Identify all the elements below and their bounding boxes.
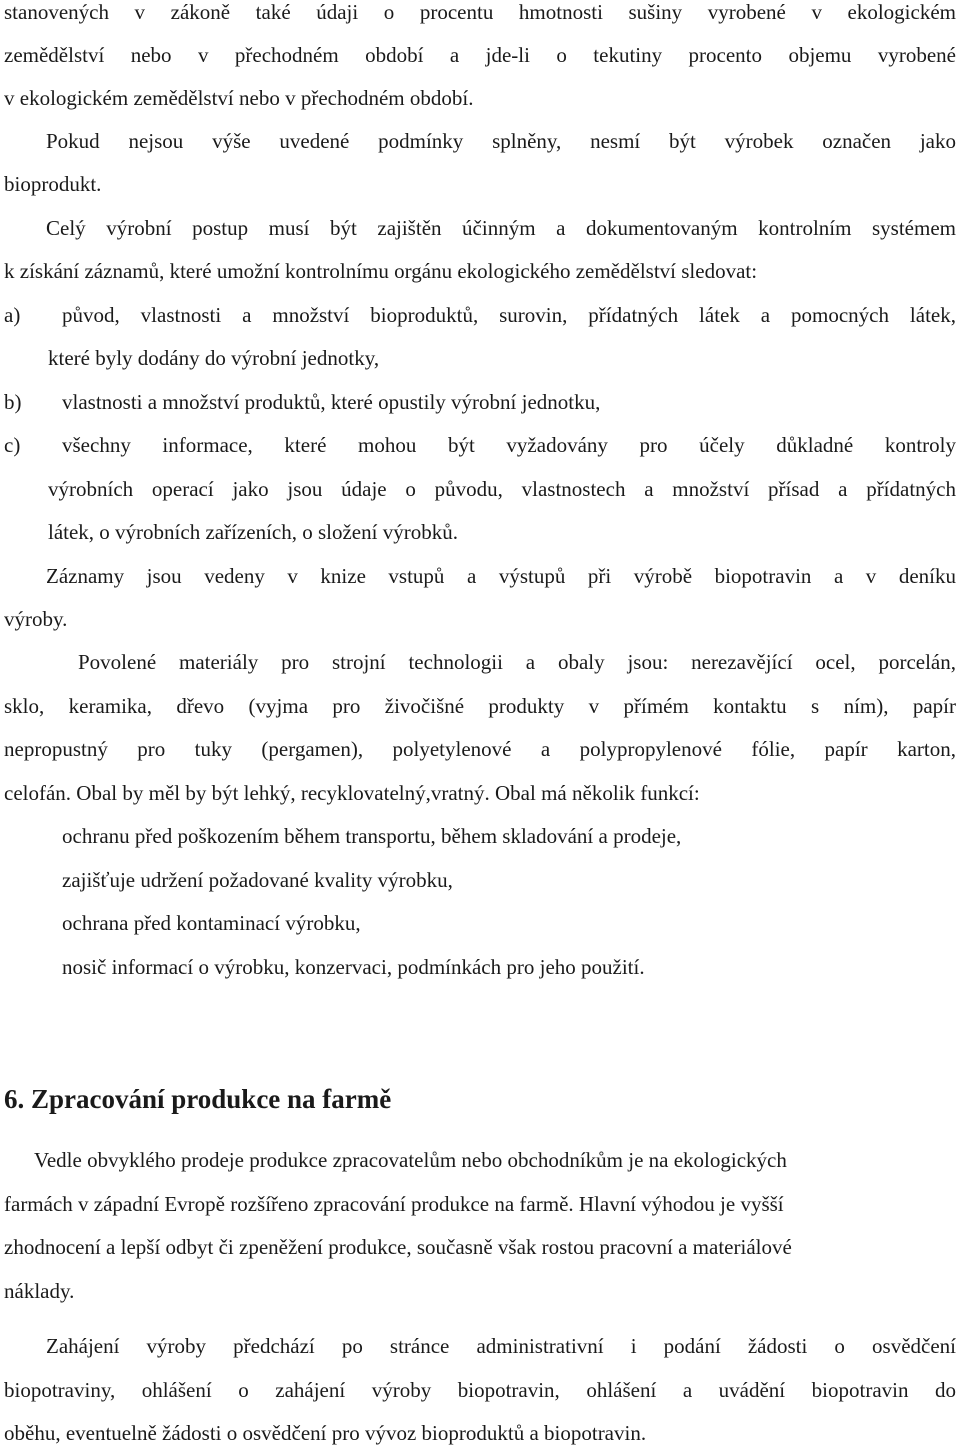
section-heading: 6. Zpracování produkce na farmě	[4, 1084, 392, 1114]
paragraph-1-line-2: zemědělství nebo v přechodném období a jde-li o tekutiny procento objemu vyrobené	[4, 45, 956, 67]
paragraph-7-line-2: biopotraviny, ohlášení o zahájení výroby biopotravin, ohlášení a uvádění biopotravin do	[4, 1380, 956, 1402]
list-item-a-line-2: které byly dodány do výrobní jednotky,	[48, 346, 380, 370]
paragraph-7-line-3: oběhu, eventuelně žádosti o osvědčení pro vývoz bioproduktů a biopotravin.	[4, 1421, 647, 1445]
paragraph-3-line-2: k získání záznamů, které umožní kontrolnímu orgánu ekologického zemědělství sledovat:	[4, 259, 758, 283]
paragraph-2-line-2: bioprodukt.	[4, 172, 102, 196]
list-item-c-line-1: všechny informace, které mohou být vyžadovány pro účely důkladné kontroly	[62, 435, 956, 457]
paragraph-3-line-1: Celý výrobní postup musí být zajištěn účinným a dokumentovaným kontrolním systémem	[46, 218, 956, 240]
paragraph-1-line-1: stanovených v zákoně také údaji o procentu hmotnosti sušiny vyrobené v ekologickém	[4, 2, 956, 24]
list-item-c-line-3: látek, o výrobních zařízeních, o složení výrobků.	[48, 520, 458, 544]
paragraph-5-line-2: sklo, keramika, dřevo (vyjma pro živočišné produkty v přímém kontaktu s ním), papír	[4, 696, 956, 718]
paragraph-6-line-3: zhodnocení a lepší odbyt či zpeněžení produkce, současně však rostou pracovní a materiálové	[4, 1235, 792, 1259]
paragraph-6-line-2: farmách v západní Evropě rozšířeno zpracování produkce na farmě. Hlavní výhodou je vyšší	[4, 1192, 784, 1216]
paragraph-6-line-4: náklady.	[4, 1279, 75, 1303]
function-item-4: nosič informací o výrobku, konzervaci, podmínkách pro jeho použití.	[62, 955, 645, 979]
paragraph-5-line-3: nepropustný pro tuky (pergamen), polyetylenové a polypropylenové fólie, papír karton,	[4, 739, 956, 761]
function-item-1: ochranu před poškozením během transportu, během skladování a prodeje,	[62, 824, 682, 848]
list-item-b-line-1: vlastnosti a množství produktů, které opustily výrobní jednotku,	[62, 390, 601, 414]
function-item-2: zajišťuje udržení požadované kvality výrobku,	[62, 868, 453, 892]
paragraph-4-line-1: Záznamy jsou vedeny v knize vstupů a výstupů při výrobě biopotravin a v deníku	[46, 566, 956, 588]
list-item-a-label: a)	[4, 303, 21, 327]
list-item-c-label: c)	[4, 433, 21, 457]
list-item-a-line-1: původ, vlastnosti a množství bioproduktů, surovin, přídatných látek a pomocných látek,	[62, 305, 956, 327]
paragraph-4-line-2: výroby.	[4, 607, 68, 631]
paragraph-7-line-1: Zahájení výroby předchází po stránce administrativní i podání žádosti o osvědčení	[46, 1336, 956, 1358]
function-item-3: ochrana před kontaminací výrobku,	[62, 911, 361, 935]
paragraph-5-line-4: celofán. Obal by měl by být lehký, recyklovatelný,vratný. Obal má několik funkcí:	[4, 781, 700, 805]
list-item-c-line-2: výrobních operací jako jsou údaje o původu, vlastnostech a množství přísad a přídatných	[48, 479, 956, 501]
paragraph-2-line-1: Pokud nejsou výše uvedené podmínky splněny, nesmí být výrobek označen jako	[46, 131, 956, 153]
paragraph-6-line-1: Vedle obvyklého prodeje produkce zpracovatelům nebo obchodníkům je na ekologických	[34, 1148, 787, 1172]
paragraph-1-line-3: v ekologickém zemědělství nebo v přechodném období.	[4, 86, 474, 110]
list-item-b-label: b)	[4, 390, 22, 414]
paragraph-5-line-1: Povolené materiály pro strojní technologii a obaly jsou: nerezavějící ocel, porcelán,	[78, 652, 956, 674]
